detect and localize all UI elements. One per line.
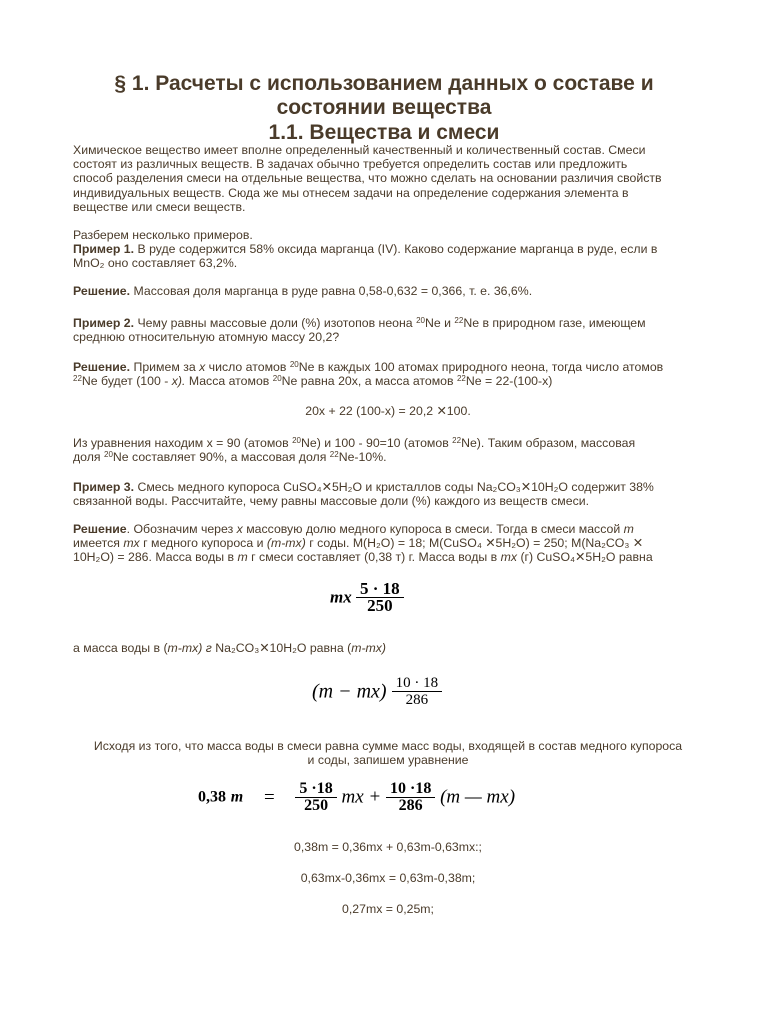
text-run: Масса атомов [185, 374, 273, 389]
text-run: Ne и [424, 316, 455, 330]
isotope-mass: 20 [289, 360, 299, 369]
text-run: Ne). Таким образом, массовая [461, 436, 636, 450]
text-run: а масса воды в ( [73, 641, 168, 655]
intro-line: способ разделения смеси на отдельные вещества, что можно сделать на основании различия свойств [73, 171, 662, 186]
text-run: Ne в природном газе, имеющем [463, 316, 646, 330]
text-run: Na₂CO₃✕10H₂O равна ( [211, 641, 352, 655]
intro-line: веществе или смеси веществ. [73, 199, 246, 214]
example-1 [73, 242, 703, 270]
heading-subsection: 1.1. Вещества и смеси [268, 121, 500, 144]
formula-3-fraction-2 [386, 782, 435, 813]
text-run: (г) CuSO₄✕5H₂O равна [517, 550, 653, 565]
equation-intro-line: и соды, запишем уравнение [307, 753, 469, 768]
text-run: доля [73, 450, 104, 465]
solution-2-label: Решение. [73, 360, 131, 374]
example-3 [73, 480, 703, 508]
examples-intro: Разберем несколько примеров. [73, 228, 253, 242]
formula-1-fraction [356, 579, 404, 616]
text-run: Ne равна 20x, а масса атомов [281, 374, 457, 389]
formula-3 [198, 782, 515, 813]
text-run: Ne-10%. [338, 450, 387, 465]
isotope-mass: 22 [329, 450, 339, 460]
variable: mx [500, 550, 518, 565]
intro-paragraph [73, 143, 703, 214]
isotope-mass: 20 [104, 450, 113, 460]
solution-1-label: Решение. [73, 284, 131, 298]
water-in-soda [73, 641, 703, 655]
step-3: 0,27mx = 0,25m; [342, 902, 434, 916]
variable: x [199, 360, 206, 374]
text-run: г [202, 641, 212, 655]
result-2 [73, 436, 703, 464]
heading-line-2: состоянии вещества [276, 96, 492, 119]
intro-line: индивидуальных веществ. Сюда же мы отнесем задачи на определение содержания элемента в [73, 185, 629, 200]
formula-3-lhs-var: m [230, 788, 244, 806]
isotope-mass: 20 [272, 374, 282, 384]
formula-3-lhs: 0,38 [198, 788, 226, 806]
variable: (m-mx) [266, 536, 306, 551]
text-run: Ne в каждых 100 атомах природного неона, тогда число атомов [298, 360, 664, 374]
variable: m-mx) [351, 641, 387, 655]
variable: m-mx) [167, 641, 203, 655]
text-run: Ne составляет 90%, а массовая доля [112, 450, 330, 465]
text-run: массовую долю медного купороса в смеси. Тогда в смеси массой [242, 522, 624, 536]
isotope-mass: 22 [73, 374, 82, 384]
solution-3 [73, 522, 703, 565]
formula-2-denominator: 286 [405, 692, 429, 709]
formula-3-numerator-2: 10 ·18 [386, 782, 435, 798]
example-3-label: Пример 3. [73, 480, 135, 494]
example-1-text-2: MnO₂ оно составляет 63,2%. [73, 256, 238, 271]
text-run: число атомов [205, 360, 290, 374]
formula-3-denominator-1: 250 [304, 797, 329, 815]
variable: m [237, 550, 248, 565]
isotope-mass: 22 [452, 436, 462, 445]
text-run: . Обозначим через [126, 522, 237, 536]
example-1-text: В руде содержится 58% оксида марганца (IV). Каково содержание марганца в руде, если в [134, 242, 658, 256]
isotope-mass: 22 [454, 316, 464, 325]
equation-intro [73, 739, 703, 767]
isotope-mass: 20 [292, 436, 302, 445]
heading-line-1: § 1. Расчеты с использованием данных о составе и [114, 72, 654, 95]
variable: m [623, 522, 634, 536]
text-run: Примем за [130, 360, 200, 374]
formula-3-denominator-2: 286 [398, 797, 423, 815]
formula-2-numerator: 10 · 18 [392, 676, 443, 692]
formula-3-equals: = [263, 786, 275, 808]
formula-3-fraction-1 [295, 782, 336, 813]
intro-line: состоят из различных веществ. В задачах обычно требуется определить состав или предложить [73, 157, 628, 172]
example-2-text-2: среднюю относительную атомную массу 20,2? [73, 330, 340, 345]
isotope-mass: 20 [416, 316, 425, 325]
step-1: 0,38m = 0,36mx + 0,63m-0,63mx:; [294, 840, 482, 854]
example-3-text: Смесь медного купороса CuSO₄✕5H₂O и кристаллов соды Na₂CO₃✕10H₂O содержит 38% [134, 480, 654, 494]
solution-1-text: Массовая доля марганца в руде равна 0,58-0,632 = 0,366, т. е. 36,6%. [130, 284, 533, 298]
formula-3-middle: mx + [341, 786, 382, 808]
text-run: г медного купороса и [139, 536, 267, 551]
formula-3-numerator-1: 5 ·18 [295, 782, 336, 798]
text-run: Из уравнения находим x = 90 (атомов [73, 436, 293, 450]
example-3-text-2: связанной воды. Рассчитайте, чему равны массовые доли (%) каждого из веществ смеси. [73, 494, 590, 509]
solution-2 [73, 360, 703, 388]
solution-1 [73, 284, 703, 298]
formula-1 [330, 579, 404, 616]
step-2: 0,63mx-0,36mx = 0,63m-0,38m; [300, 871, 476, 885]
formula-2-fraction [392, 676, 443, 707]
example-2-label: Пример 2. [73, 316, 135, 330]
text-run: Ne = 22-(100-x) [465, 374, 553, 389]
intro-line: Химическое вещество имеет вполне определенный качественный и количественный состав. Смеси [73, 143, 646, 157]
text-run: г соды. M(H₂O) = 18; M(CuSO₄ ✕5H₂O) = 250; M(Na₂CO₃ ✕ [305, 536, 644, 551]
text-run: Ne будет (100 - [81, 374, 172, 389]
example-2 [73, 316, 703, 344]
text-run: 10H₂O) = 286. Масса воды в [73, 550, 238, 565]
text-run: г смеси составляет (0,38 т) г. Масса воды в [247, 550, 501, 565]
formula-1-numerator: 5 · 18 [356, 582, 404, 598]
formula-1-lead: mx [330, 587, 352, 607]
formula-1-denominator: 250 [367, 596, 393, 616]
formula-3-tail: (m — mx) [440, 786, 516, 808]
equation-intro-line: Исходя из того, что масса воды в смеси равна сумме масс воды, входящей в состав медного купороса [93, 739, 683, 753]
equation-1: 20x + 22 (100-x) = 20,2 ✕100. [305, 404, 471, 418]
text-run: Ne) и 100 - 90=10 (атомов [301, 436, 453, 450]
variable: x [236, 522, 243, 536]
variable: mx [123, 536, 140, 551]
solution-3-label: Решение [73, 522, 127, 536]
isotope-mass: 22 [456, 374, 466, 384]
formula-2-lead: (m − mx) [312, 680, 387, 703]
text-run: имеется [73, 536, 124, 551]
text-run: Чему равны массовые доли (%) изотопов неона [134, 316, 417, 330]
example-1-label: Пример 1. [73, 242, 135, 256]
formula-2 [312, 676, 442, 707]
variable: x). [171, 374, 186, 389]
